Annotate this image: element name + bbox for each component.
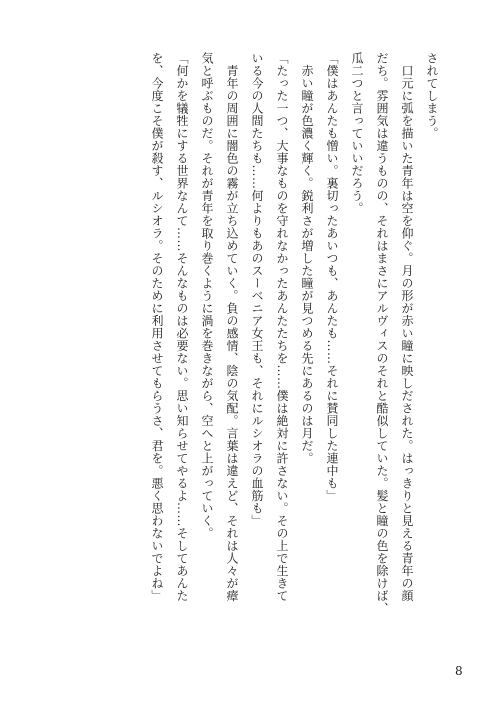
text-line: 「何かを犠牲にする世界なんて……そんなものは必要ない。思い知らせてやるよ……そしてあんた bbox=[175, 52, 189, 602]
text-line: されてしまう。 bbox=[425, 52, 439, 140]
page-number: 8 bbox=[455, 664, 463, 678]
text-line: 「僕はあんたも憎い。裏切ったあいつも、あんたも……それに賛同した連中も」 bbox=[325, 52, 339, 502]
text-line: 赤い瞳が色濃く輝く。鋭利さが増した瞳が見つめる先にあるのは月だ。 bbox=[300, 52, 314, 465]
text-line: 気と呼ぶものだ。それが青年を取り巻くように渦を巻きながら、空へと上がっていく。 bbox=[200, 52, 214, 540]
text-line: 口元に弧を描いた青年は空を仰ぐ。月の形が赤い瞳に映しだされた。はっきりと見える青年の顔 bbox=[400, 52, 414, 602]
text-line: 瓜二つと言っていいだろう。 bbox=[350, 52, 364, 215]
text-line: 青年の周囲に闇色の霧が立ち込めていく。負の感情、陰の気配。言葉は違えど、それは人々が瘴 bbox=[225, 52, 239, 602]
text-line: いる今の人間たちも……何よりもあのスーベニア女王も、それにルシオラの血筋も」 bbox=[250, 52, 264, 527]
novel-text bbox=[44, 52, 444, 656]
text-line: 「たった一つ、大事なものを守れなかったあんたたちを……僕は絶対に許さない。その上で生きて bbox=[275, 52, 289, 602]
text-line: だち。雰囲気は違うものの、それはまさにアルヴィスのそれと酷似していた。髪と瞳の色を除けば、 bbox=[375, 52, 389, 615]
text-line: を、今度こそ僕が殺す、ルシオラ。そのために利用させてもらうさ、君を。悪く思わないでよね」 bbox=[150, 52, 164, 602]
